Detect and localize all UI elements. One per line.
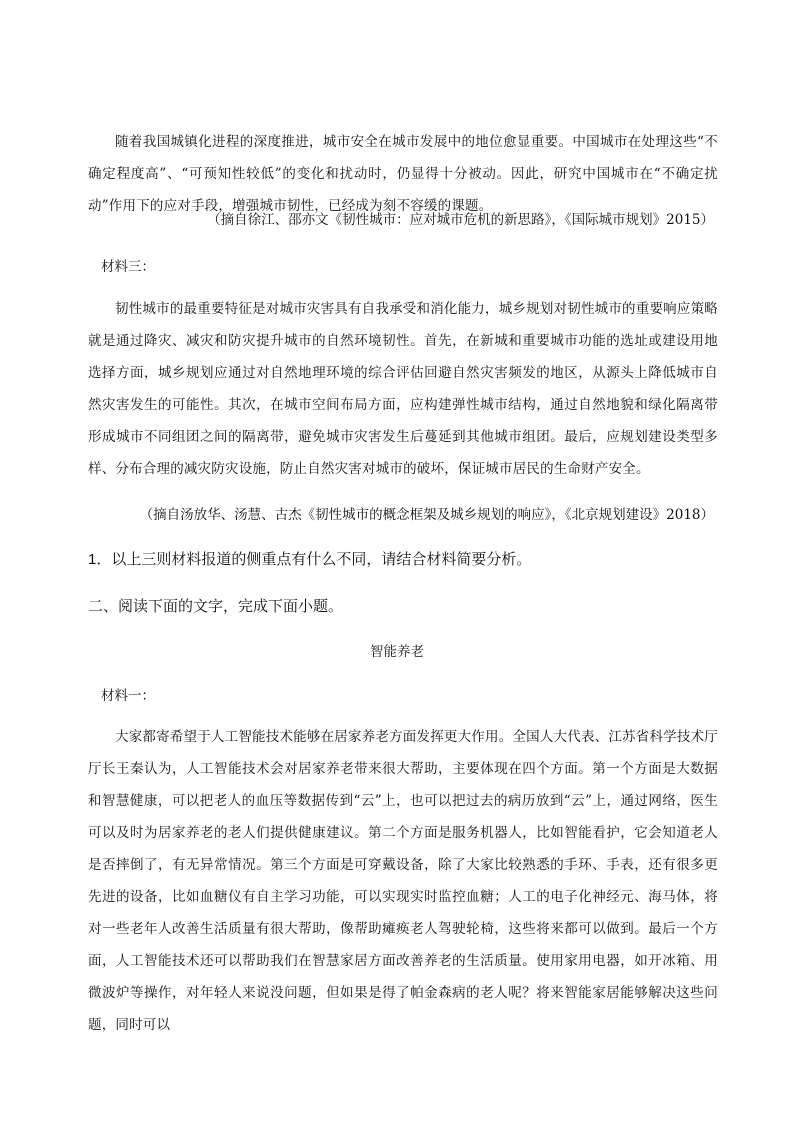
material3-paragraph	[88, 293, 718, 485]
material3-label: 材料三：	[101, 259, 155, 275]
material2-paragraph	[88, 126, 718, 222]
article-title: 智能养老	[370, 644, 424, 660]
material2-text: 随着我国城镇化进程的深度推进，城市安全在城市发展中的地位愈显重要。中国城市在处理这些“不确定程度高”、“可预知性较低”的变化和扰动时，仍显得十分被动。因此，研究中国城市在“不确定扰动”作用下的应对手段，增强城市韧性，已经成为刻不容缓的课题。	[88, 134, 718, 214]
material3-text: 韧性城市的最重要特征是对城市灾害具有自我承受和消化能力，城乡规划对韧性城市的重要响应策略就是通过降灾、减灾和防灾提升城市的自然环境韧性。首先，在新城和重要城市功能的选址或建设用地选择方面，城乡规划应通过对自然地理环境的综合评估回避自然灾害频发的地区，从源头上降低城市自然灾害发生的可能性。其次，在城市空间布局方面，应构建弹性城市结构，通过自然地貌和绿化隔离带形成城市不同组团之间的隔离带，避免城市灾害发生后蔓延到其他城市组团。最后，应规划建设类型多样、分布合理的减灾防灾设施，防止自然灾害对城市的破坏，保证城市居民的生命财产安全。	[88, 301, 718, 477]
material1-text: 大家都寄希望于人工智能技术能够在居家养老方面发挥更大作用。全国人大代表、江苏省科学技术厅厅长王秦认为，人工智能技术会对居家养老带来很大帮助，主要体现在四个方面。第一个方面是大数据和智慧健康，可以把老人的血压等数据传到“云”上，也可以把过去的病历放到“云”上，通过网络，医生可以及时为居家养老的老人们提供健康建议。第二个方面是服务机器人，比如智能看护，它会知道老人是否摔倒了，有无异常情况。第三个方面是可穿戴设备，除了大家比较熟悉的手环、手表，还有很多更先进的设备，比如血糖仪有自主学习功能，可以实现实时监控血糖；人工的电子化神经元、海马体，将对一些老年人改善生活质量有很大帮助，像帮助瘫痪老人驾驶轮椅，这些将来都可以做到。最后一个方面，人工智能技术还可以帮助我们在智慧家居方面改善养老的生活质量。使用家用电器，如开冰箱、用微波炉等操作，对年轻人来说没问题，但如果是得了帕金森病的老人呢？将来智能家居能够解决这些问题，同时可以	[88, 729, 718, 1033]
material3-source: （摘自汤放华、汤慧、古杰《韧性城市的概念框架及城乡规划的响应》，《北京规划建设》2018）	[139, 507, 714, 523]
material1-label: 材料一：	[101, 688, 155, 704]
material2-source: （摘自徐江、邵亦文《韧性城市：应对城市危机的新思路》，《国际城市规划》2015）	[207, 212, 714, 228]
section-2-heading: 二、阅读下面的文字，完成下面小题。	[88, 598, 344, 615]
material1-paragraph	[88, 721, 718, 1041]
question-1: 1．以上三则材料报道的侧重点有什么不同，请结合材料简要分析。	[88, 551, 532, 568]
